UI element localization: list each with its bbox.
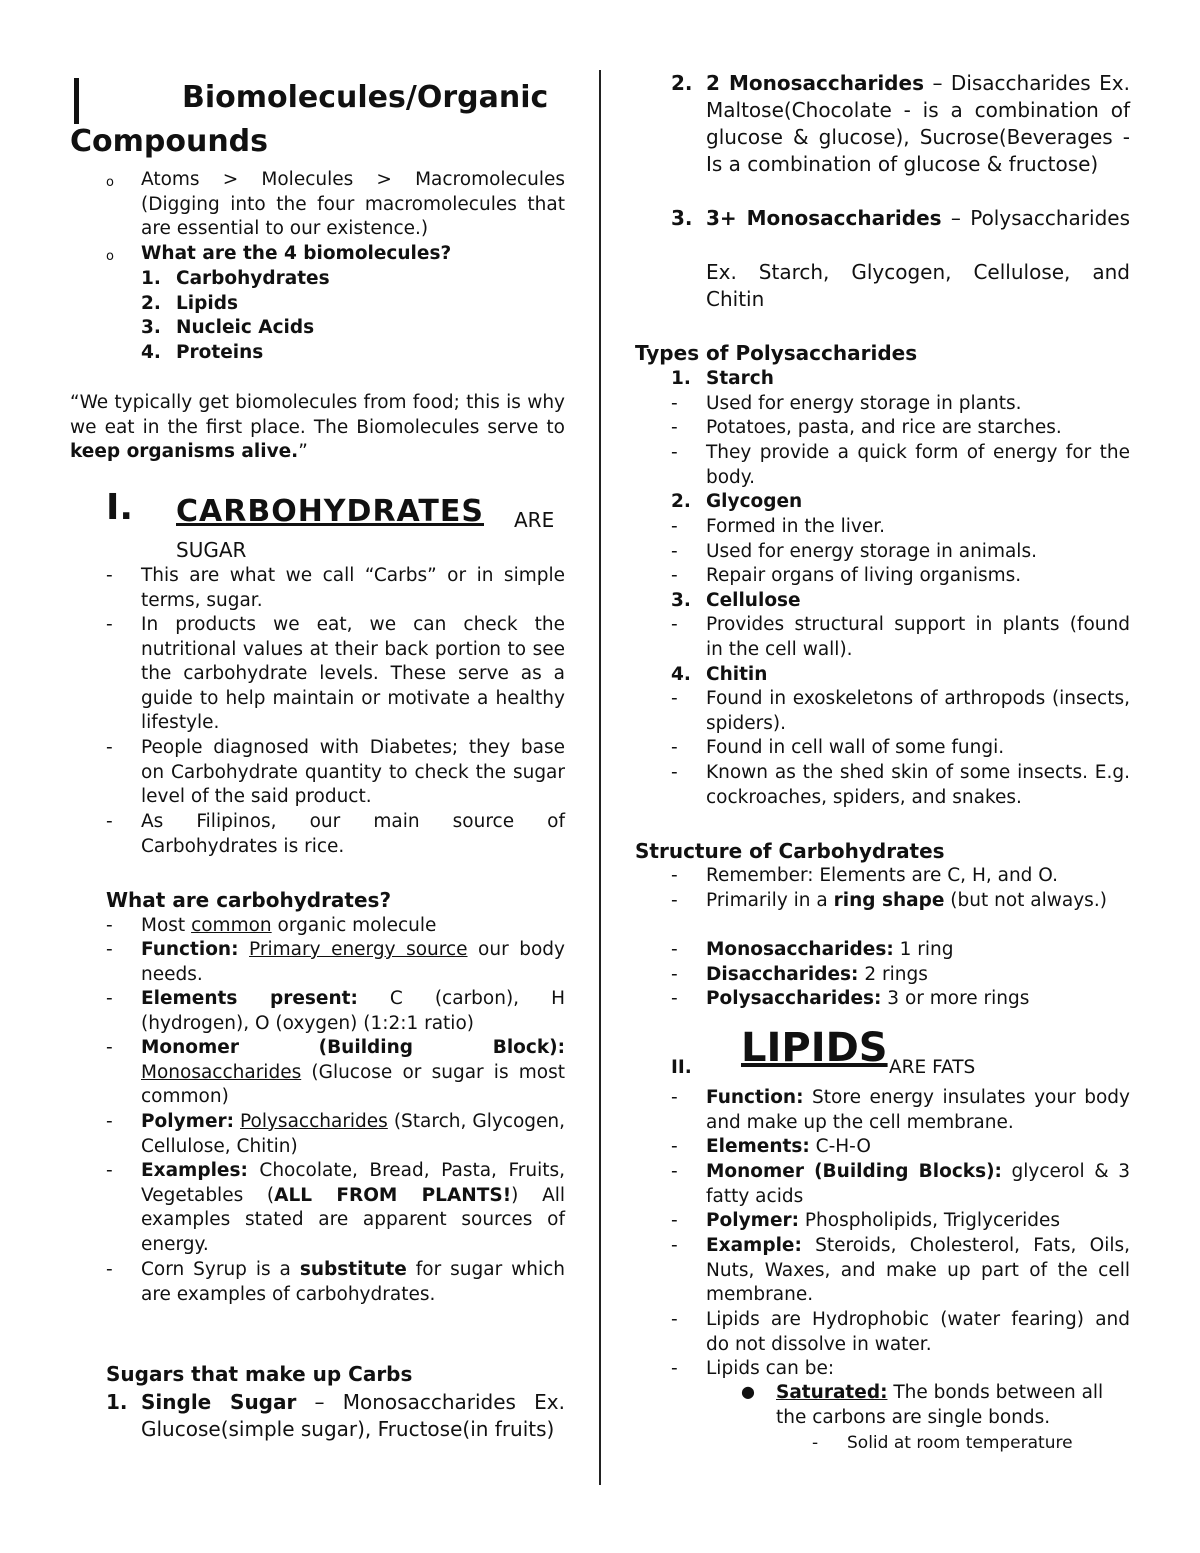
column-divider <box>599 70 601 1485</box>
poly-name-starch: 1. Starch <box>671 368 774 389</box>
polysaccharides-heading: Types of Polysaccharides <box>635 341 918 365</box>
list-item: 1. Carbohydrates <box>141 268 330 289</box>
carbs-heading: I. CARBOHYDRATES ARE <box>106 487 555 532</box>
page-title-line1: Biomolecules/Organic <box>182 80 549 115</box>
page-title-line2: Compounds <box>70 124 269 159</box>
structure-heading: Structure of Carbohydrates <box>635 839 945 863</box>
poly-name-glycogen: 2. Glycogen <box>671 491 803 512</box>
poly-name-chitin: 4. Chitin <box>671 664 768 685</box>
lipids-heading: II. LIPIDS ARE FATS <box>671 1025 976 1078</box>
list-item: 2. Lipids <box>141 293 238 314</box>
what-are-carbs-heading: What are carbohydrates? <box>106 888 392 912</box>
intro-quote: “We typically get biomolecules from food; this is why we eat in the first place. The Biomolecules serve to keep organisms alive.” <box>70 392 565 463</box>
list-item: 4. Proteins <box>141 342 264 363</box>
title-bar-mark <box>74 78 79 124</box>
list-item: 3. Nucleic Acids <box>141 317 315 338</box>
sugars-heading: Sugars that make up Carbs <box>106 1362 413 1386</box>
poly-name-cellulose: 3. Cellulose <box>671 590 801 611</box>
carbs-heading-line2: SUGAR <box>176 538 247 562</box>
